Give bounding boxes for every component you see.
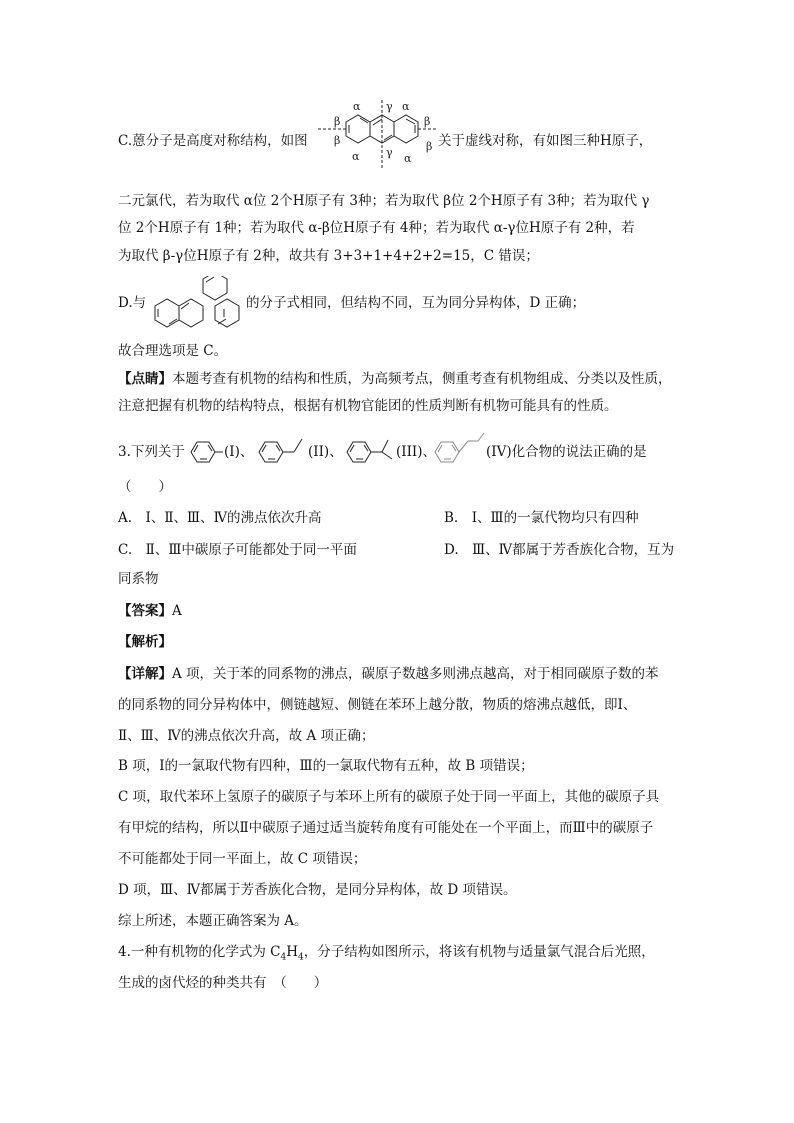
q3-suffix: (IV)化合物的说法正确的是 (486, 444, 647, 460)
comment-tag: 【点睛】 (118, 371, 172, 387)
anthracene-after-text: 关于虚线对称，有如图三种H原子， (438, 133, 653, 149)
d-prefix: D.与 (118, 295, 147, 311)
q3-detail-6: 有甲烷的结构，所以Ⅱ中碳原子通过适当旋转角度有可能处在一个平面上，而Ⅲ中的碳原子 (118, 820, 654, 836)
compound-iii-structure (344, 431, 396, 467)
comment-line-1: 【点睛】本题考查有机物的结构和性质，为高频考点，侧重考查有机物组成、分类以及性质， (118, 371, 672, 387)
q3-label-iv: (IV) (486, 444, 512, 460)
q3-label-ii: (II)、 (308, 444, 343, 460)
label-beta-tl: β (334, 115, 341, 128)
q3-option-a: A. Ⅰ、Ⅱ、Ⅲ、Ⅳ的沸点依次升高 (118, 510, 322, 526)
q4-line-2: 生成的卤代烃的种类共有 （ ） (118, 975, 328, 991)
anthracene-intro: C.蒽分子是高度对称结构，如图 (118, 133, 308, 149)
q3-label-iii: (III)、 (396, 444, 437, 460)
q3-detail-1: 【详解】A 项，关于苯的同系物的沸点，碳原子数越多则沸点越高，对于相同碳原子数的苯 (118, 666, 659, 682)
q3-option-d-cont: 同系物 (118, 571, 159, 587)
conclusion: 故合理选项是 C。 (118, 343, 228, 359)
q4-line-1: 4.一种有机物的化学式为 $C_4H_4$，分子结构如图所示，将该有机物与适量氯气混合后光照， (118, 944, 655, 963)
q3-label-i: (I)、 (224, 444, 254, 460)
label-gamma-bottom: γ (386, 146, 393, 159)
q3-detail-8: D 项，Ⅲ、Ⅳ都属于芳香族化合物，是同分异构体，故 D 项错误。 (118, 882, 517, 898)
q3-paren: （ ） (118, 479, 172, 495)
comment-line-2: 注意把握有机物的结构特点，根据有机物官能团的性质判断有机物可能具有的性质。 (118, 398, 618, 414)
compound-ii-structure (256, 431, 308, 467)
q3-detail-4: B 项，Ⅰ的一氯取代物有四种，Ⅲ的一氯取代物有五种，故 B 项错误； (118, 758, 534, 774)
label-alpha-tr: α (402, 100, 410, 113)
q3-prefix: 3.下列关于 (118, 444, 185, 460)
q3-answer: 【答案】A (118, 603, 182, 619)
q3-option-b: B. Ⅰ、Ⅲ的一氯代物均只有四种 (444, 510, 639, 526)
c-line-3: 位 2个H原子有 1种；若为取代 α-β位H原子有 4种；若为取代 α-γ位H原子有 2种，若 (118, 220, 635, 236)
anthracene-text-line (118, 131, 308, 151)
q3-option-c: C. Ⅱ、Ⅲ中碳原子可能都处于同一平面 (118, 542, 357, 558)
c-line-4: 为取代 β-γ位H原子有 2种，故共有 3+3+1+4+2+2=15，C 错误； (118, 248, 539, 264)
q3-detail-9: 综上所述，本题正确答案为 A。 (118, 913, 308, 929)
label-alpha-bl: α (352, 150, 360, 163)
anthracene-structure (318, 98, 438, 170)
compound-i-structure (188, 437, 224, 467)
q3-analysis-tag: 【解析】 (118, 634, 172, 650)
d-suffix: 的分子式相同，但结构不同，互为同分异构体，D 正确； (246, 295, 586, 311)
answer-value: A (172, 603, 182, 619)
c-line-2: 二元氯代，若为取代 α位 2个H原子有 3种；若为取代 β位 2个H原子有 3种；若为取代 γ (118, 193, 650, 209)
q3-option-d: D. Ⅲ、Ⅳ都属于芳香族化合物，互为 (444, 542, 675, 558)
label-beta-tr: β (424, 115, 431, 128)
q3-detail-3: Ⅱ、Ⅲ、Ⅳ的沸点依次升高，故 A 项正确； (118, 728, 375, 744)
label-alpha-tl: α (353, 100, 361, 113)
q3-detail-5: C 项，取代苯环上氢原子的碳原子与苯环上所有的碳原子处于同一平面上，其他的碳原子具 (118, 789, 660, 805)
compound-iv-structure (432, 431, 486, 467)
label-gamma-top: γ (386, 100, 393, 113)
label-alpha-br: α (404, 152, 412, 165)
q3-detail-7: 不可能都处于同一平面上，故 C 项错误； (118, 851, 367, 867)
label-beta-bl: β (334, 134, 341, 147)
q3-detail-2: 的同系物的同分异构体中，侧链越短、侧链在苯环上越分散，物质的熔沸点越低，即Ⅰ、 (118, 697, 637, 713)
detail-tag: 【详解】 (118, 666, 172, 682)
phenanthrene-structure (150, 276, 246, 330)
label-beta-br: β (426, 140, 433, 153)
